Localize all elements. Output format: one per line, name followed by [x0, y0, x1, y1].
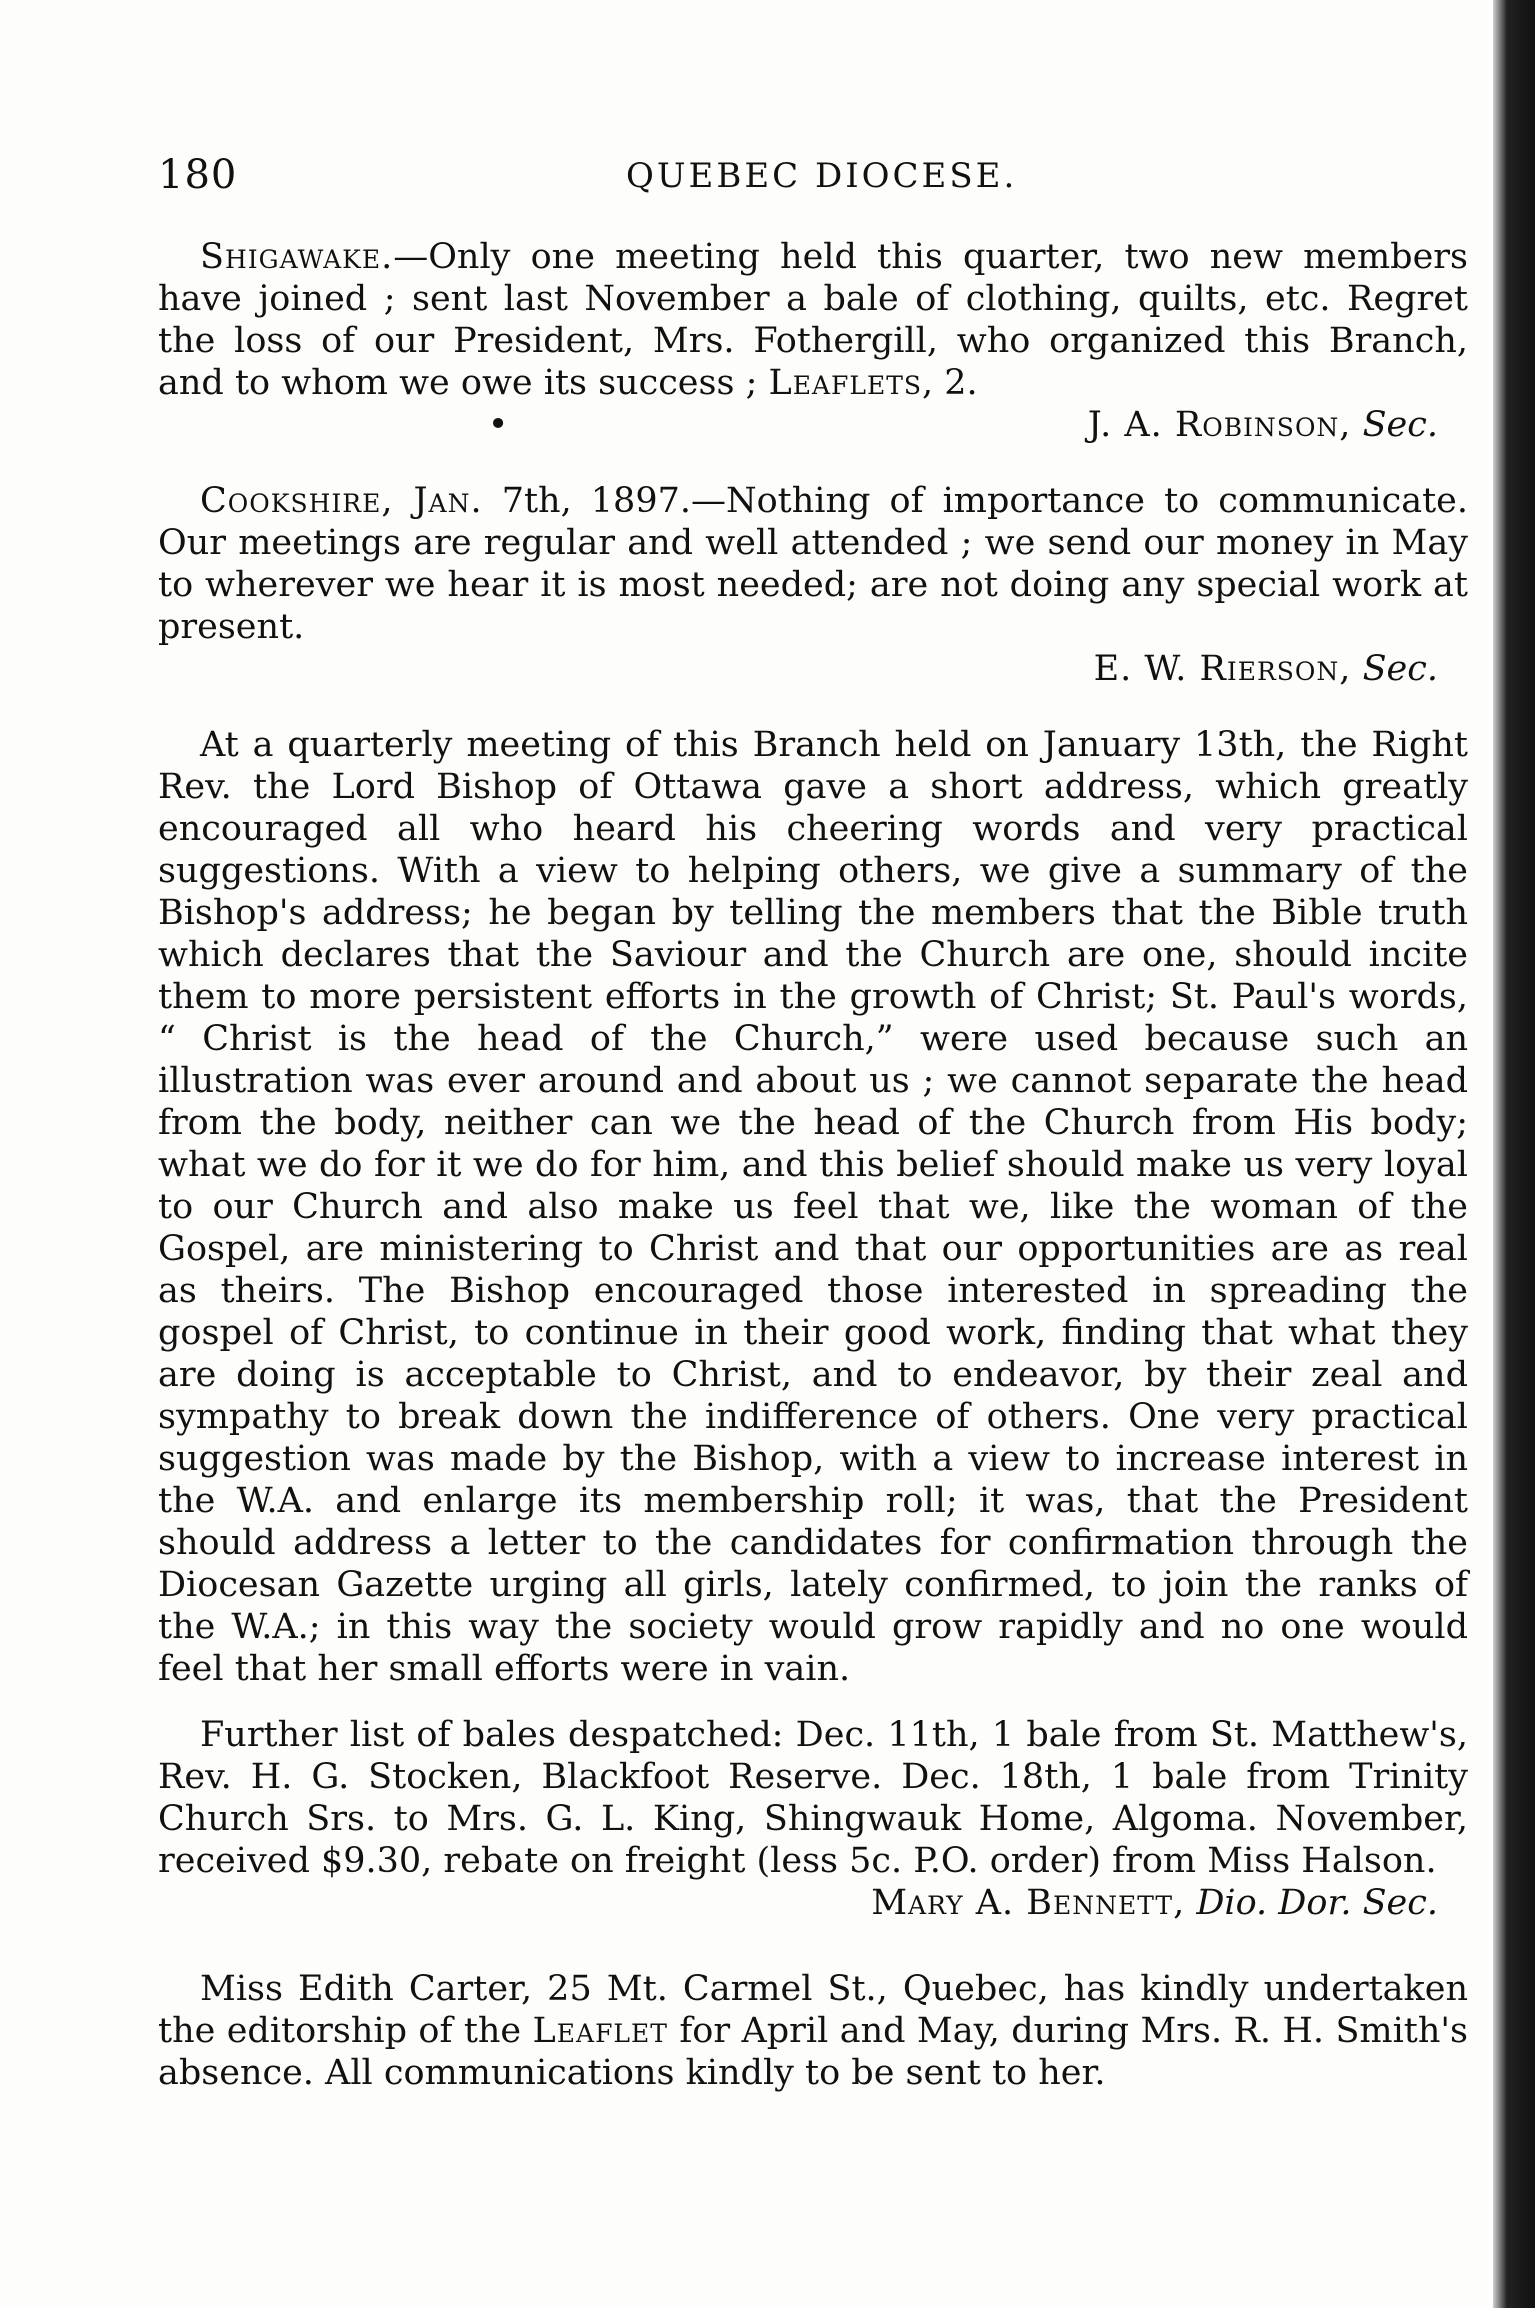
shigawake-leaflets: Leaflets [768, 363, 923, 403]
quarterly-paragraph: At a quarterly meeting of this Branch held on January 13th, the Right Rev. the Lord Bishop of Ottawa gave a short address, which greatly encouraged all who heard his cheering words and very practical suggestions. With a view to helping others, we give a summary of the Bishop's address; he began by telling the members that the Bible truth which declares that the Saviour and the Church are one, should incite them to more persistent efforts in the growth of Christ; St. Paul's words, “ Christ is the head of the Church,” were used because such an illustration was ever around and about us ; we cannot separate the head from the body, neither can we the head of the Church from His body; what we do for it we do for him, and this belief should make us very loyal to our Church and also make us feel that we, like the woman of the Gospel, are ministering to Christ and that our opportunities are as real as theirs. The Bishop encouraged those interested in spreading the gospel of Christ, to continue in their good work, finding that what they are doing is acceptable to Christ, and to endeavor, by their zeal and sympathy to break down the indifference of others. One very practical suggestion was made by the Bishop, with a view to increase interest in the W.A. and enlarge its membership roll; it was, that the President should address a letter to the candidates for confirmation through the Diocesan Gazette urging all girls, lately confirmed, to join the ranks of the W.A.; in this way the society would grow rapidly and no one would feel that her small efforts were in vain. [158, 725, 1468, 1689]
cookshire-signature-name: E. W. Rierson, [1093, 649, 1352, 689]
editorship-paragraph [158, 1968, 1468, 2094]
cookshire-signature [158, 648, 1468, 690]
editorship-leaflet: Leaflet [532, 2011, 668, 2051]
bales-signature-title: Dio. Dor. Sec. [1196, 1883, 1438, 1923]
spacer [158, 1690, 1468, 1714]
bales-signature [158, 1882, 1468, 1924]
cookshire-place: Cookshire, Jan. [200, 481, 483, 521]
cookshire-paragraph [158, 480, 1468, 648]
editorship-text-before: Miss Edith Carter, 25 Mt. Carmel St., Quebec, has kindly undertaken the editorship of the [158, 1969, 1468, 2051]
editorship-text-after: for April and May, during Mrs. R. H. Smith's absence. All communications kindly to be sent to her. [158, 2011, 1468, 2093]
shigawake-paragraph [158, 236, 1468, 404]
body-text [158, 236, 1468, 2094]
shigawake-text: —Only one meeting held this quarter, two new members have joined ; sent last November a bale of clothing, quilts, etc. Regret the loss of our President, Mrs. Fothergill, who organized this Branch, and to whom we owe its success ; [158, 237, 1468, 403]
page-header [158, 152, 1468, 202]
shigawake-signature-name: J. A. Robinson, [1087, 405, 1352, 445]
shigawake-signature-title: Sec. [1362, 405, 1438, 445]
cookshire-signature-title: Sec. [1362, 649, 1438, 689]
page-number: 180 [158, 152, 238, 198]
running-title: QUEBEC DIOCESE. [626, 156, 1018, 196]
bales-paragraph: Further list of bales despatched: Dec. 11th, 1 bale from St. Matthew's, Rev. H. G. Stocken, Blackfoot Reserve. Dec. 18th, 1 bale from Trinity Church Srs. to Mrs. G. L. King, Shingwauk Home, Algoma. November, received $9.30, rebate on freight (less 5c. P.O. order) from Miss Halson. [158, 1715, 1468, 1881]
spacer [158, 446, 1468, 480]
spacer [158, 690, 1468, 724]
scan-edge-bar [1493, 0, 1535, 2308]
shigawake-signature [158, 404, 1468, 446]
bales-signature-name: Mary A. Bennett, [871, 1883, 1186, 1923]
cookshire-text: 7th, 1897.—Nothing of importance to communicate. Our meetings are regular and well attended ; we send our money in May to wherever we hear it is most needed; are not doing any special work at present. [158, 481, 1468, 647]
spacer [158, 1924, 1468, 1968]
bullet-mark: • [487, 405, 509, 445]
shigawake-place: Shigawake. [200, 237, 394, 277]
shigawake-leaflets-count: , 2. [922, 363, 978, 403]
